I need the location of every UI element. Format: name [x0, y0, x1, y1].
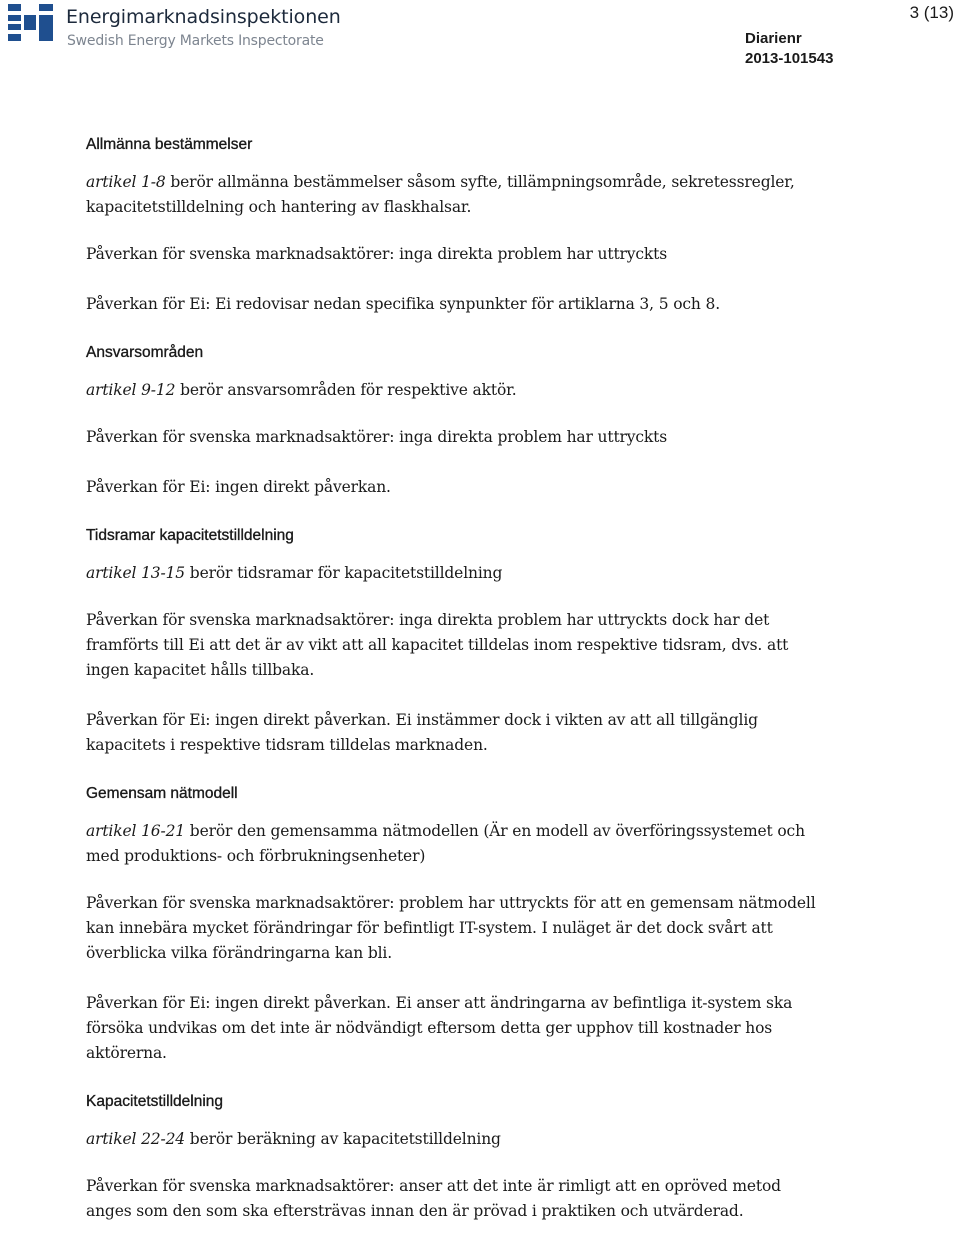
impact-paragraph: Påverkan för Ei: ingen direkt påverkan. Ei instämmer dock i vikten av att all tillgänglig kapacitets i respektive tidsram tilldelas marknaden. — [86, 711, 758, 754]
article-description: berör den gemensamma nätmodellen (Är en modell av överföringssystemet och med produktions- och förbrukningsenheter) — [86, 822, 805, 865]
article-range: artikel 9-12 — [86, 381, 176, 399]
impact-paragraph: Påverkan för Ei: ingen direkt påverkan. — [86, 478, 391, 496]
impact-paragraph: Påverkan för Ei: ingen direkt påverkan. Ei anser att ändringarna av befintliga it-system ska försöka undvikas om det inte är nödvändigt eftersom detta ger upphov till kostnader hos aktörerna. — [86, 994, 793, 1062]
article-description: berör ansvarsområden för respektive aktör. — [175, 381, 517, 399]
section-ansvarsomraden — [86, 342, 826, 500]
section-heading: Allmänna bestämmelser — [86, 136, 253, 153]
section-gemensam-natmodell — [86, 783, 826, 1066]
section-tidsramar — [86, 525, 826, 758]
section-heading: Ansvarsområden — [86, 344, 204, 361]
article-reference — [86, 170, 826, 220]
section-allmanna-bestammelser — [86, 134, 826, 317]
diarienr-label: Diarienr — [745, 30, 802, 47]
ei-logo-icon — [6, 2, 58, 46]
section-heading: Gemensam nätmodell — [86, 785, 238, 802]
impact-paragraph: Påverkan för svenska marknadsaktörer: inga direkta problem har uttryckts dock har det framförts till Ei att det är av vikt att all kapacitet tilldelas inom respektive tidsram, dvs. att ingen kapacitet hålls tillbaka. — [86, 611, 789, 679]
article-description: berör beräkning av kapacitetstilldelning — [185, 1130, 501, 1148]
impact-paragraph: Påverkan för svenska marknadsaktörer: inga direkta problem har uttryckts — [86, 245, 668, 263]
article-description: berör allmänna bestämmelser såsom syfte, tillämpningsområde, sekretessregler, kapacitetstilldelning och hantering av flaskhalsar. — [86, 173, 795, 216]
article-range: artikel 1-8 — [86, 173, 166, 191]
article-reference — [86, 561, 826, 586]
impact-paragraph: Påverkan för svenska marknadsaktörer: problem har uttryckts för att en gemensam nätmodell kan innebära mycket förändringar för befintligt IT-system. I nuläget är det dock svårt att överblicka vilka förändringarna kan bli. — [86, 894, 816, 962]
article-range: artikel 16-21 — [86, 822, 186, 840]
impact-paragraph: Påverkan för svenska marknadsaktörer: anser att det inte är rimligt att en opröved metod anges som den som ska eftersträvas innan den är prövad i praktiken och utvärderad. — [86, 1177, 781, 1220]
article-reference — [86, 819, 826, 869]
section-heading: Tidsramar kapacitetstilldelning — [86, 527, 294, 544]
section-kapacitetstilldelning — [86, 1091, 826, 1224]
article-description: berör tidsramar för kapacitetstilldelning — [185, 564, 503, 582]
impact-paragraph: Påverkan för Ei: Ei redovisar nedan specifika synpunkter för artiklarna 3, 5 och 8. — [86, 295, 721, 313]
page-number: 3 (13) — [909, 3, 954, 22]
article-range: artikel 22-24 — [86, 1130, 186, 1148]
article-range: artikel 13-15 — [86, 564, 186, 582]
article-reference — [86, 1127, 826, 1152]
impact-paragraph: Påverkan för svenska marknadsaktörer: inga direkta problem har uttryckts — [86, 428, 668, 446]
article-reference — [86, 378, 826, 403]
diarienr-value: 2013-101543 — [745, 50, 834, 67]
document-body — [86, 134, 826, 1249]
org-subtitle: Swedish Energy Markets Inspectorate — [67, 33, 324, 49]
org-name: Energimarknadsinspektionen — [66, 6, 341, 28]
section-heading: Kapacitetstilldelning — [86, 1093, 224, 1110]
